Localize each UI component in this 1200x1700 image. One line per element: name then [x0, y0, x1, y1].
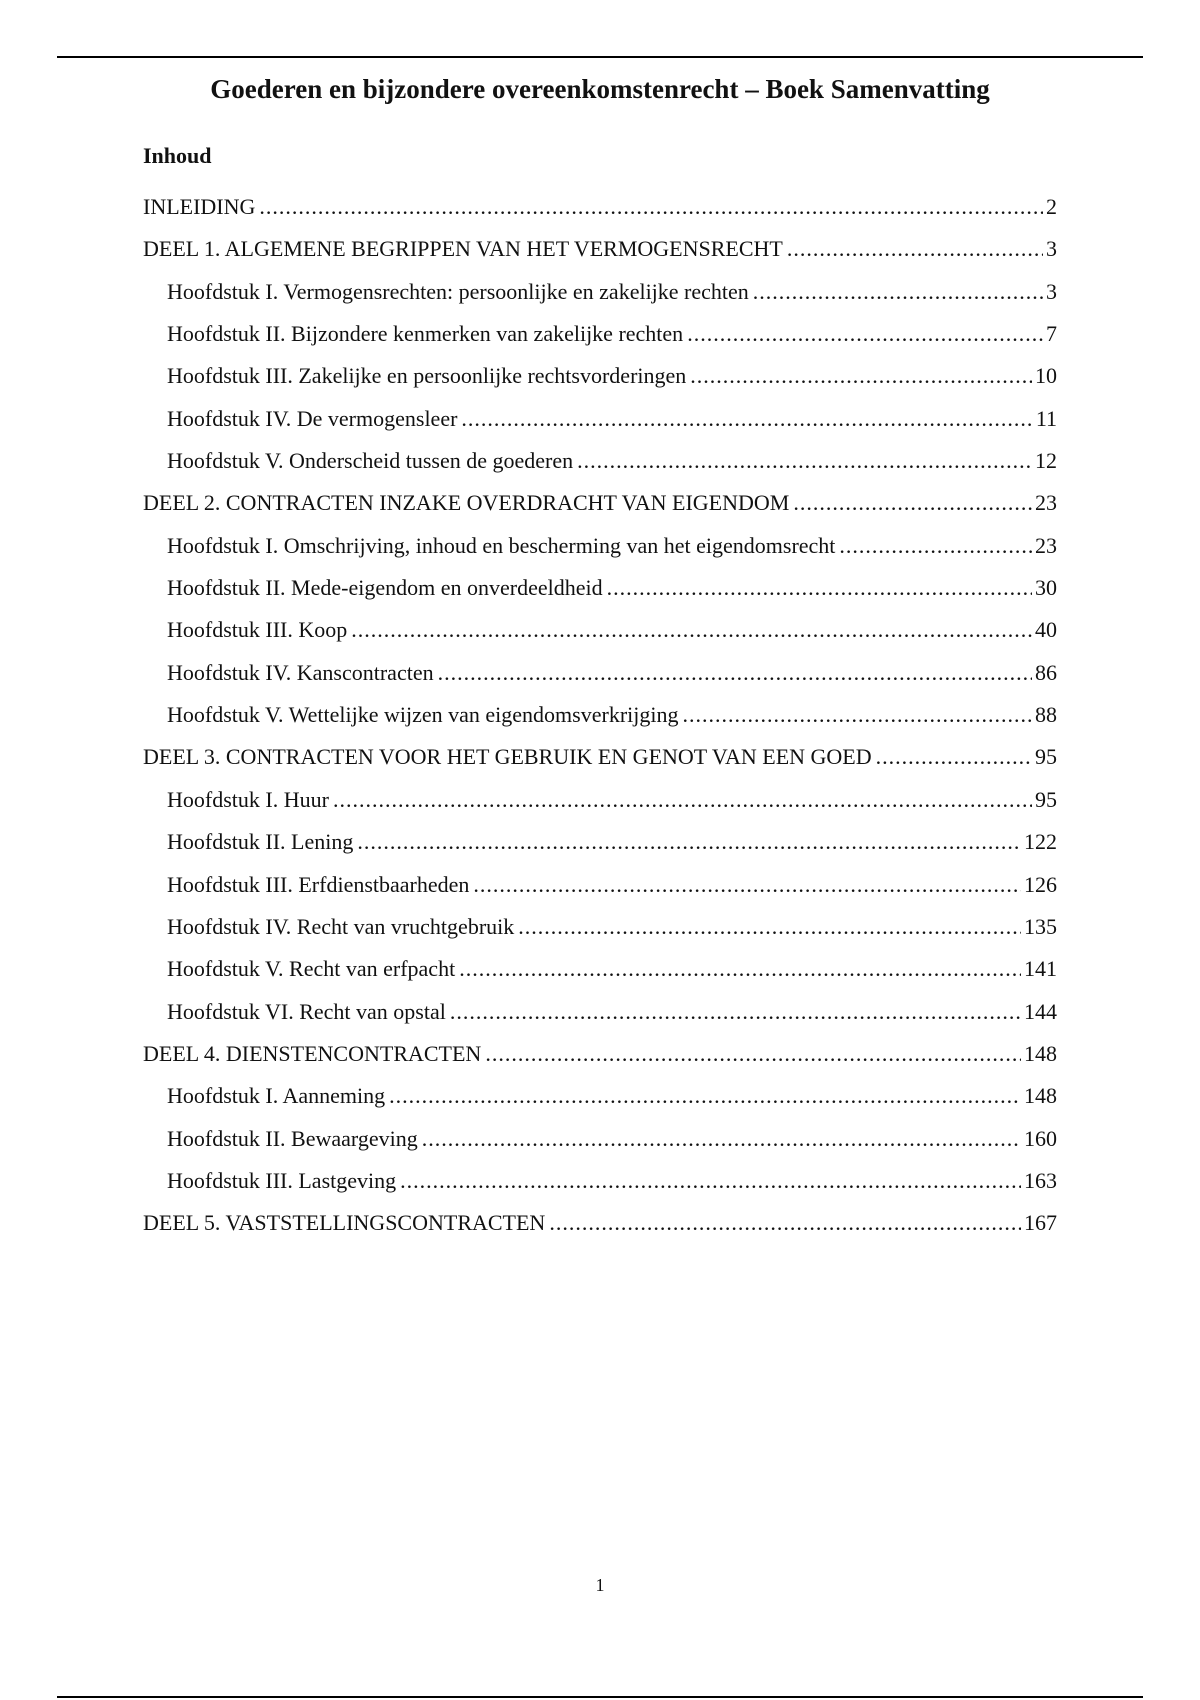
- toc-entry-page: 141: [1024, 956, 1057, 982]
- toc-entry-label: Hoofdstuk II. Bewaargeving: [167, 1125, 418, 1151]
- toc-entry-page: 95: [1035, 744, 1057, 770]
- page-number: 1: [595, 1575, 605, 1595]
- toc-entry-page: 2: [1046, 194, 1057, 219]
- toc-entry-page: 7: [1046, 321, 1057, 347]
- toc-entry-deel-4-hoofdstuk-2[interactable]: [143, 1126, 1057, 1168]
- toc-entry-label: Hoofdstuk I. Aanneming: [167, 1083, 386, 1109]
- toc-heading: Inhoud: [143, 143, 212, 168]
- table-of-contents: [143, 194, 1057, 1253]
- toc-leader: [461, 406, 1032, 432]
- toc-entry-deel-2[interactable]: [143, 490, 1057, 532]
- toc-entry-deel-2-hoofdstuk-3[interactable]: [143, 617, 1057, 659]
- toc-entry-deel-2-hoofdstuk-4[interactable]: [143, 660, 1057, 702]
- toc-entry-page: 163: [1024, 1167, 1057, 1193]
- toc-entry-page: 12: [1035, 448, 1057, 474]
- document-title: Goederen en bijzondere overeenkomstenrecht – Boek Samenvatting: [210, 74, 990, 104]
- toc-entry-label: Hoofdstuk III. Lastgeving: [167, 1167, 397, 1193]
- toc-entry-page: 30: [1035, 575, 1057, 601]
- toc-entry-deel-4[interactable]: [143, 1041, 1057, 1083]
- toc-entry-label: Hoofdstuk IV. Recht van vruchtgebruik: [167, 913, 515, 939]
- toc-leader: [473, 872, 1021, 898]
- toc-entry-deel-1-hoofdstuk-1[interactable]: [143, 279, 1057, 321]
- toc-leader: [793, 490, 1032, 516]
- toc-leader: [422, 1126, 1021, 1152]
- toc-entry-page: 86: [1035, 659, 1057, 685]
- toc-leader: [400, 1168, 1021, 1194]
- toc-entry-deel-2-hoofdstuk-2[interactable]: [143, 575, 1057, 617]
- toc-entry-label: INLEIDING: [143, 194, 256, 219]
- toc-entry-label: Hoofdstuk II. Mede-eigendom en onverdeeldheid: [167, 575, 603, 601]
- toc-leader: [876, 744, 1032, 770]
- toc-entry-label: DEEL 2. CONTRACTEN INZAKE OVERDRACHT VAN EIGENDOM: [143, 490, 790, 516]
- toc-entry-page: 10: [1035, 363, 1057, 389]
- toc-entry-page: 148: [1024, 1083, 1057, 1109]
- toc-entry-label: Hoofdstuk V. Onderscheid tussen de goederen: [167, 448, 574, 474]
- toc-leader: [549, 1210, 1021, 1236]
- toc-entry-label: Hoofdstuk V. Recht van erfpacht: [167, 956, 456, 982]
- toc-entry-label: Hoofdstuk I. Vermogensrechten: persoonlijke en zakelijke rechten: [167, 278, 749, 304]
- toc-entry-deel-2-hoofdstuk-1[interactable]: [143, 533, 1057, 575]
- toc-leader: [682, 702, 1032, 728]
- toc-entry-label: DEEL 5. VASTSTELLINGSCONTRACTEN: [143, 1210, 546, 1236]
- toc-entry-page: 95: [1035, 786, 1057, 812]
- toc-entry-deel-4-hoofdstuk-1[interactable]: [143, 1083, 1057, 1125]
- toc-entry-deel-5[interactable]: [143, 1210, 1057, 1252]
- toc-entry-deel-1-hoofdstuk-3[interactable]: [143, 363, 1057, 405]
- toc-entry-deel-3[interactable]: [143, 744, 1057, 786]
- toc-leader: [438, 660, 1032, 686]
- toc-entry-deel-3-hoofdstuk-5[interactable]: [143, 956, 1057, 998]
- toc-entry-label: Hoofdstuk III. Koop: [167, 617, 348, 643]
- top-divider: [57, 56, 1143, 58]
- toc-entry-deel-2-hoofdstuk-5[interactable]: [143, 702, 1057, 744]
- toc-entry-deel-3-hoofdstuk-1[interactable]: [143, 787, 1057, 829]
- toc-entry-page: 148: [1024, 1040, 1057, 1066]
- toc-leader: [577, 448, 1032, 474]
- toc-leader: [753, 279, 1043, 305]
- toc-entry-label: Hoofdstuk III. Zakelijke en persoonlijke rechtsvorderingen: [167, 363, 687, 389]
- toc-entry-page: 144: [1024, 998, 1057, 1024]
- toc-entry-label: Hoofdstuk I. Huur: [167, 786, 329, 812]
- toc-entry-deel-3-hoofdstuk-2[interactable]: [143, 829, 1057, 871]
- toc-leader: [607, 575, 1032, 601]
- toc-entry-page: 167: [1024, 1210, 1057, 1236]
- toc-entry-label: DEEL 3. CONTRACTEN VOOR HET GEBRUIK EN GENOT VAN EEN GOED: [143, 744, 872, 770]
- toc-entry-label: Hoofdstuk IV. Kanscontracten: [167, 659, 434, 685]
- toc-entry-deel-1[interactable]: [143, 236, 1057, 278]
- toc-entry-page: 23: [1035, 490, 1057, 516]
- toc-entry-page: 88: [1035, 702, 1057, 728]
- toc-entry-label: Hoofdstuk I. Omschrijving, inhoud en bescherming van het eigendomsrecht: [167, 532, 836, 558]
- toc-leader: [259, 194, 1043, 220]
- toc-leader: [389, 1083, 1021, 1109]
- toc-entry-page: 126: [1024, 871, 1057, 897]
- toc-leader: [450, 999, 1021, 1025]
- toc-entry-page: 135: [1024, 913, 1057, 939]
- toc-entry-page: 23: [1035, 532, 1057, 558]
- toc-entry-label: Hoofdstuk V. Wettelijke wijzen van eigendomsverkrijging: [167, 702, 679, 728]
- toc-entry-deel-1-hoofdstuk-5[interactable]: [143, 448, 1057, 490]
- toc-entry-label: Hoofdstuk II. Lening: [167, 829, 354, 855]
- toc-entry-label: DEEL 1. ALGEMENE BEGRIPPEN VAN HET VERMOGENSRECHT: [143, 236, 783, 262]
- toc-entry-page: 3: [1046, 236, 1057, 262]
- toc-leader: [687, 321, 1043, 347]
- toc-entry-label: Hoofdstuk II. Bijzondere kenmerken van zakelijke rechten: [167, 321, 684, 347]
- toc-entry-page: 122: [1024, 829, 1057, 855]
- toc-entry-label: Hoofdstuk VI. Recht van opstal: [167, 998, 446, 1024]
- toc-entry-page: 11: [1035, 405, 1057, 431]
- toc-entry-deel-3-hoofdstuk-6[interactable]: [143, 999, 1057, 1041]
- toc-leader: [351, 617, 1032, 643]
- toc-leader: [459, 956, 1021, 982]
- toc-entry-deel-4-hoofdstuk-3[interactable]: [143, 1168, 1057, 1210]
- toc-entry-deel-1-hoofdstuk-4[interactable]: [143, 406, 1057, 448]
- toc-entry-deel-1-hoofdstuk-2[interactable]: [143, 321, 1057, 363]
- toc-leader: [690, 363, 1032, 389]
- toc-leader: [485, 1041, 1021, 1067]
- toc-entry-page: 40: [1035, 617, 1057, 643]
- toc-entry-page: 3: [1046, 278, 1057, 304]
- toc-entry-inleiding[interactable]: [143, 194, 1057, 236]
- toc-entry-label: Hoofdstuk IV. De vermogensleer: [167, 405, 458, 431]
- toc-entry-deel-3-hoofdstuk-3[interactable]: [143, 872, 1057, 914]
- toc-leader: [518, 914, 1021, 940]
- bottom-divider: [57, 1696, 1143, 1698]
- toc-entry-label: Hoofdstuk III. Erfdienstbaarheden: [167, 871, 470, 897]
- toc-entry-page: 160: [1024, 1125, 1057, 1151]
- toc-leader: [357, 829, 1021, 855]
- toc-leader: [333, 787, 1032, 813]
- toc-entry-label: DEEL 4. DIENSTENCONTRACTEN: [143, 1040, 482, 1066]
- toc-leader: [787, 236, 1043, 262]
- toc-entry-deel-3-hoofdstuk-4[interactable]: [143, 914, 1057, 956]
- toc-leader: [839, 533, 1032, 559]
